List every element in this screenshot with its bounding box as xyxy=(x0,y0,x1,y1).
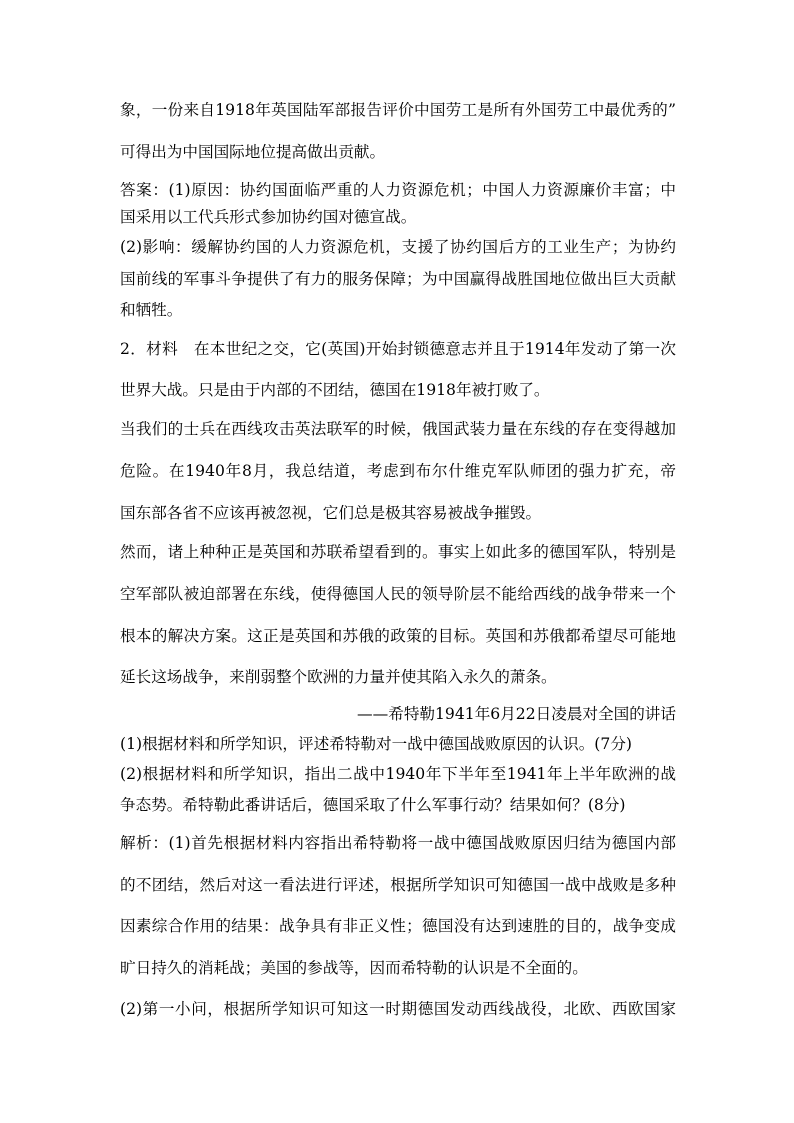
material-line: 世界大战。只是由于内部的不团结，德国在1918年被打败了。 xyxy=(120,381,550,399)
material-line: 然而，诸上种种正是英国和苏联希望看到的。事实上如此多的德国军队，特别是 xyxy=(120,543,676,561)
text-line: 可得出为中国国际地位提高做出贡献。 xyxy=(120,143,386,161)
analysis-line: 解析：(1)首先根据材料内容指出希特勒将一战中德国战败原因归结为德国内部 xyxy=(120,834,676,852)
material-source: ——希特勒1941年6月22日凌晨对全国的讲话 xyxy=(357,705,676,723)
analysis-line: 的不团结，然后对这一看法进行评述，根据所学知识可知德国一战中战败是多种 xyxy=(120,876,676,894)
material-line: 延长这场战争，来削弱整个欧洲的力量并使其陷入永久的萧条。 xyxy=(120,668,557,686)
material-line: 2．材料 在本世纪之交，它(英国)开始封锁德意志并且于1914年发动了第一次 xyxy=(120,340,676,358)
answer-line: 答案：(1)原因：协约国面临严重的人力资源危机；中国人力资源廉价丰富；中 xyxy=(120,181,676,199)
question-line: 争态势。希特勒此番讲话后，德国采取了什么军事行动？结果如何？(8分) xyxy=(120,796,626,814)
material-line: 空军部队被迫部署在东线，使得德国人民的领导阶层不能给西线的战争带来一个 xyxy=(120,585,676,603)
answer-line: (2)影响：缓解协约国的人力资源危机，支援了协约国后方的工业生产；为协约 xyxy=(120,238,676,256)
material-line: 国东部各省不应该再被忽视，它们总是极其容易被战争摧毁。 xyxy=(120,504,542,522)
answer-line: 国前线的军事斗争提供了有力的服务保障；为中国赢得战胜国地位做出巨大贡献 xyxy=(120,270,676,288)
analysis-line: 因素综合作用的结果：战争具有非正义性；德国没有达到速胜的目的，战争变成 xyxy=(120,917,676,935)
analysis-line: (2)第一小问，根据所学知识可知这一时期德国发动西线战役，北欧、西欧国家 xyxy=(120,1000,676,1018)
material-line: 根本的解决方案。这正是英国和苏俄的政策的目标。英国和苏俄都希望尽可能地 xyxy=(120,627,676,645)
answer-line: 国采用以工代兵形式参加协约国对德宣战。 xyxy=(120,208,417,226)
answer-line: 和牺牲。 xyxy=(120,301,183,319)
question-line: (2)根据材料和所学知识，指出二战中1940年下半年至1941年上半年欧洲的战 xyxy=(120,765,676,783)
text-line: 象，一份来自1918年英国陆军部报告评价中国劳工是所有外国劳工中最优秀的” xyxy=(120,101,676,119)
material-line: 危险。在1940年8月，我总结道，考虑到布尔什维克军队师团的强力扩充，帝 xyxy=(120,462,676,480)
analysis-line: 旷日持久的消耗战；美国的参战等，因而希特勒的认识是不全面的。 xyxy=(120,959,588,977)
material-line: 当我们的士兵在西线攻击英法联军的时候，俄国武装力量在东线的存在变得越加 xyxy=(120,420,676,438)
question-line: (1)根据材料和所学知识，评述希特勒对一战中德国战败原因的认识。(7分) xyxy=(120,735,632,753)
